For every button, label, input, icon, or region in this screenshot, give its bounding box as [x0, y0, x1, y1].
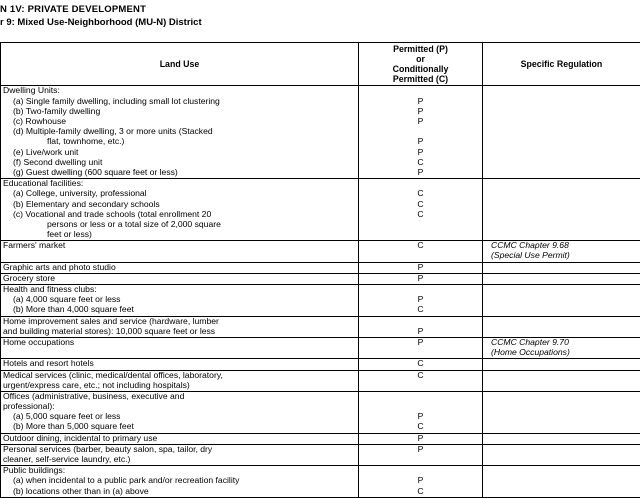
- land-use-text: Outdoor dining, incidental to primary use: [3, 434, 356, 444]
- table-row: [1, 466, 640, 498]
- permitted-code: C: [359, 200, 482, 210]
- land-use-text: Offices (administrative, business, executive and: [3, 392, 356, 402]
- permitted-cell: [359, 241, 483, 262]
- land-use-cell: [1, 433, 359, 444]
- permitted-code: [359, 220, 482, 230]
- permitted-code: C: [359, 359, 482, 369]
- land-use-cell: [1, 273, 359, 284]
- land-use-text: [3, 251, 356, 261]
- permitted-header-line: Permitted (P): [361, 44, 480, 54]
- permitted-code: C: [359, 487, 482, 497]
- regulation-cell: [483, 273, 640, 284]
- table-row: [1, 241, 640, 262]
- land-use-cell: [1, 285, 359, 317]
- regulation-cell: [483, 262, 640, 273]
- land-use-text: (g) Guest dwelling (600 square feet or less): [3, 168, 356, 178]
- land-use-cell: [1, 466, 359, 498]
- column-header-regulation: Specific Regulation: [483, 43, 640, 86]
- land-use-text: Farmers' market: [3, 241, 356, 251]
- land-use-text: (e) Live/work unit: [3, 148, 356, 158]
- column-header-land-use: Land Use: [1, 43, 359, 86]
- land-use-cell: [1, 444, 359, 465]
- permitted-code: C: [359, 305, 482, 315]
- land-use-cell: [1, 241, 359, 262]
- land-use-text: (c) Vocational and trade schools (total enrollment 20: [3, 210, 356, 220]
- land-use-text: Health and fitness clubs:: [3, 285, 356, 295]
- table-row: [1, 370, 640, 391]
- permitted-code: P: [359, 434, 482, 444]
- land-use-text: Medical services (clinic, medical/dental offices, laboratory,: [3, 371, 356, 381]
- permitted-code: P: [359, 168, 482, 178]
- land-use-text: (c) Rowhouse: [3, 117, 356, 127]
- land-use-cell: [1, 337, 359, 358]
- land-use-text: flat, townhome, etc.): [3, 137, 356, 147]
- land-use-text: Home improvement sales and service (hardware, lumber: [3, 317, 356, 327]
- permitted-header-line: or: [361, 54, 480, 64]
- table-row: [1, 316, 640, 337]
- table-row: [1, 285, 640, 317]
- permitted-code: [359, 455, 482, 465]
- table-row: [1, 444, 640, 465]
- land-use-text: professional):: [3, 402, 356, 412]
- permitted-header-line: Conditionally: [361, 64, 480, 74]
- land-use-text: feet or less): [3, 230, 356, 240]
- regulation-cell: [483, 433, 640, 444]
- regulation-text: (Home Occupations): [491, 348, 638, 358]
- regulation-cell: [483, 86, 640, 179]
- permitted-code: P: [359, 117, 482, 127]
- permitted-code: P: [359, 327, 482, 337]
- permitted-code: P: [359, 263, 482, 273]
- land-use-text: Hotels and resort hotels: [3, 359, 356, 369]
- regulation-text: CCMC Chapter 9.70: [491, 338, 638, 348]
- permitted-cell: [359, 359, 483, 370]
- land-use-text: persons or less or a total size of 2,000 square: [3, 220, 356, 230]
- permitted-cell: [359, 337, 483, 358]
- permitted-cell: [359, 433, 483, 444]
- land-use-text: Grocery store: [3, 274, 356, 284]
- land-use-text: (b) More than 4,000 square feet: [3, 305, 356, 315]
- permitted-code: P: [359, 97, 482, 107]
- permitted-code: [359, 251, 482, 261]
- land-use-cell: [1, 316, 359, 337]
- section-heading: N 1V: PRIVATE DEVELOPMENT: [0, 5, 146, 16]
- permitted-cell: [359, 444, 483, 465]
- permitted-code: P: [359, 338, 482, 348]
- land-use-text: (b) Elementary and secondary schools: [3, 200, 356, 210]
- permitted-code: [359, 230, 482, 240]
- permitted-code: C: [359, 158, 482, 168]
- land-use-text: urgent/express care, etc.; not including hospitals): [3, 381, 356, 391]
- permitted-cell: [359, 466, 483, 498]
- land-use-text: Graphic arts and photo studio: [3, 263, 356, 273]
- permitted-code: C: [359, 422, 482, 432]
- table-header-row: [1, 43, 640, 86]
- land-use-cell: [1, 179, 359, 241]
- regulation-cell: [483, 359, 640, 370]
- table-row: [1, 179, 640, 241]
- regulation-cell: [483, 337, 640, 358]
- land-use-text: (f) Second dwelling unit: [3, 158, 356, 168]
- land-use-text: and building material stores): 10,000 square feet or less: [3, 327, 356, 337]
- column-header-permitted: [359, 43, 483, 86]
- land-use-cell: [1, 370, 359, 391]
- regulation-cell: [483, 285, 640, 317]
- land-use-cell: [1, 262, 359, 273]
- permitted-code: [359, 392, 482, 402]
- permitted-code: P: [359, 295, 482, 305]
- table-row: [1, 433, 640, 444]
- land-use-table: [0, 42, 640, 498]
- permitted-code: [359, 466, 482, 476]
- land-use-text: cleaner, self-service laundry, etc.): [3, 455, 356, 465]
- permitted-code: P: [359, 274, 482, 284]
- permitted-code: P: [359, 107, 482, 117]
- permitted-cell: [359, 86, 483, 179]
- land-use-text: Personal services (barber, beauty salon, spa, tailor, dry: [3, 445, 356, 455]
- permitted-cell: [359, 273, 483, 284]
- regulation-cell: [483, 316, 640, 337]
- land-use-text: (b) Two-family dwelling: [3, 107, 356, 117]
- land-use-text: (a) College, university, professional: [3, 189, 356, 199]
- permitted-header-line: Permitted (C): [361, 74, 480, 84]
- regulation-cell: [483, 391, 640, 433]
- permitted-code: P: [359, 445, 482, 455]
- permitted-cell: [359, 370, 483, 391]
- permitted-code: C: [359, 241, 482, 251]
- land-use-cell: [1, 86, 359, 179]
- permitted-code: C: [359, 189, 482, 199]
- land-use-cell: [1, 391, 359, 433]
- table-row: [1, 359, 640, 370]
- regulation-cell: [483, 370, 640, 391]
- permitted-cell: [359, 391, 483, 433]
- permitted-code: P: [359, 137, 482, 147]
- permitted-code: [359, 348, 482, 358]
- regulation-cell: [483, 241, 640, 262]
- permitted-cell: [359, 262, 483, 273]
- land-use-text: (a) 5,000 square feet or less: [3, 412, 356, 422]
- table-title: r 9: Mixed Use-Neighborhood (MU-N) District: [0, 18, 202, 29]
- regulation-text: CCMC Chapter 9.68: [491, 241, 638, 251]
- land-use-text: [3, 348, 356, 358]
- permitted-code: C: [359, 371, 482, 381]
- permitted-code: [359, 381, 482, 391]
- permitted-cell: [359, 316, 483, 337]
- permitted-code: P: [359, 476, 482, 486]
- permitted-code: P: [359, 412, 482, 422]
- table-row: [1, 337, 640, 358]
- permitted-cell: [359, 179, 483, 241]
- regulation-cell: [483, 466, 640, 498]
- permitted-code: C: [359, 210, 482, 220]
- land-use-text: (d) Multiple-family dwelling, 3 or more units (Stacked: [3, 127, 356, 137]
- land-use-text: (a) Single family dwelling, including small lot clustering: [3, 97, 356, 107]
- table-row: [1, 391, 640, 433]
- permitted-code: P: [359, 148, 482, 158]
- land-use-text: Public buildings:: [3, 466, 356, 476]
- table-row: [1, 86, 640, 179]
- regulation-text: (Special Use Permit): [491, 251, 638, 261]
- land-use-text: (a) when incidental to a public park and/or recreation facility: [3, 476, 356, 486]
- land-use-text: Dwelling Units:: [3, 86, 356, 96]
- land-use-text: (b) locations other than in (a) above: [3, 487, 356, 497]
- land-use-text: Educational facilities:: [3, 179, 356, 189]
- land-use-cell: [1, 359, 359, 370]
- table-row: [1, 273, 640, 284]
- regulation-cell: [483, 444, 640, 465]
- land-use-text: (a) 4,000 square feet or less: [3, 295, 356, 305]
- regulation-cell: [483, 179, 640, 241]
- permitted-cell: [359, 285, 483, 317]
- land-use-text: (b) More than 5,000 square feet: [3, 422, 356, 432]
- table-row: [1, 262, 640, 273]
- land-use-text: Home occupations: [3, 338, 356, 348]
